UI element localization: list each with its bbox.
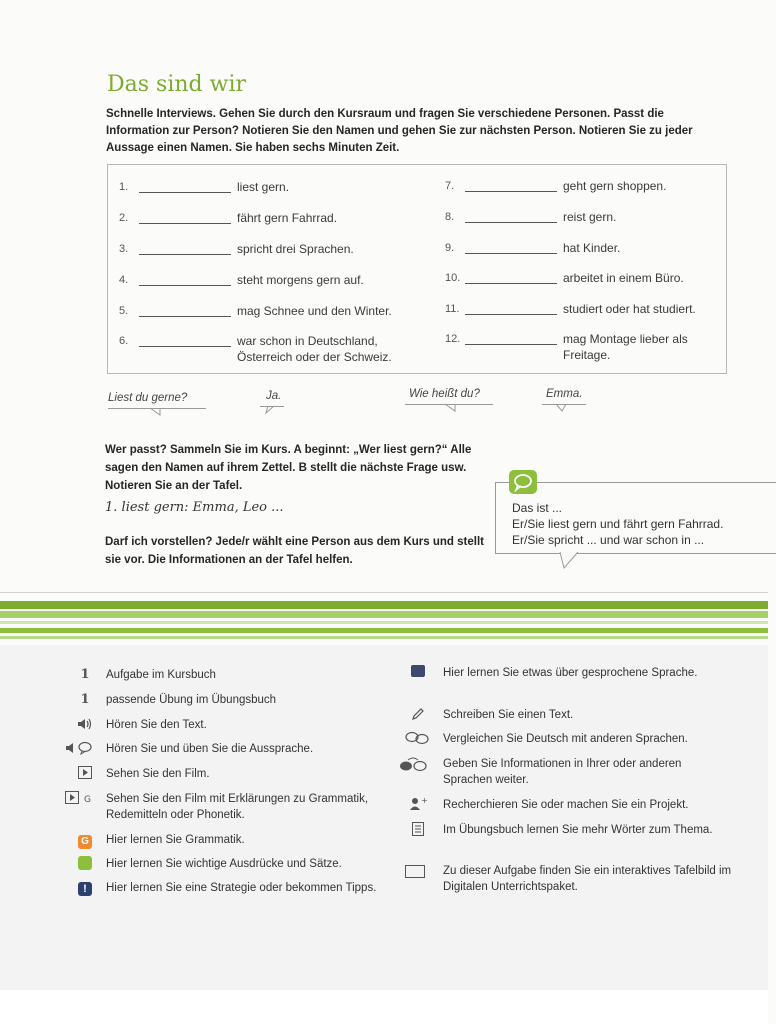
green-stripe	[0, 636, 768, 639]
legend-text: Sehen Sie den Film.	[106, 768, 210, 780]
legend-text: Hören Sie den Text.	[106, 719, 207, 731]
statement-text: fährt gern Fahrrad.	[237, 211, 338, 225]
statement-text: liest gern.	[237, 180, 290, 194]
speech-bubble	[409, 388, 480, 400]
statement-number: 8.	[445, 211, 455, 223]
expressions-icon	[74, 856, 96, 872]
grammar-icon: G	[74, 832, 96, 848]
play-g-icon	[64, 791, 94, 807]
statement-number: 2.	[119, 212, 129, 224]
name-blank[interactable]	[139, 223, 231, 224]
statement-text: geht gern shoppen.	[563, 179, 667, 193]
legend-text: Schreiben Sie einen Text.	[443, 709, 574, 721]
statement-number: 4.	[119, 274, 129, 286]
name-blank[interactable]	[139, 192, 231, 193]
statement-text: studiert oder hat studiert.	[563, 302, 696, 316]
speech-bubble-text: Ja.	[266, 390, 282, 402]
name-blank[interactable]	[465, 253, 557, 254]
statement-text: mag Montage lieber als Freitage.	[563, 332, 688, 362]
number-icon: 1	[80, 692, 90, 707]
name-blank[interactable]	[465, 191, 557, 192]
name-blank[interactable]	[465, 222, 557, 223]
statement-text: arbeitet in einem Büro.	[563, 271, 684, 285]
statement-number: 5.	[119, 305, 129, 317]
legend-text: Hier lernen Sie wichtige Ausdrücke und Sätze.	[106, 858, 342, 870]
statement-number: 7.	[445, 180, 455, 192]
legend-text: Hier lernen Sie etwas über gesprochene Sprache.	[443, 667, 698, 679]
speech-bubble-text: Emma.	[546, 388, 583, 400]
statement-number: 9.	[445, 242, 455, 254]
name-blank[interactable]	[139, 254, 231, 255]
green-stripe	[0, 628, 768, 633]
compare-icon	[403, 731, 431, 747]
vocabulary-icon	[407, 822, 429, 838]
task-collect: Wer passt? Sammeln Sie im Kurs. A beginnt: „Wer liest gern?“ Alle sagen den Namen auf ihrem Zettel. B stellt die nächste Frage usw. Notieren Sie an der Tafel.	[105, 444, 472, 492]
speaker-icon	[74, 717, 96, 733]
task-introduce: Darf ich vorstellen? Jede/r wählt eine Person aus dem Kurs und stellt sie vor. Die Informationen an der Tafel helfen.	[105, 536, 484, 566]
speech-bubble-text: Wie heißt du?	[409, 388, 480, 400]
green-stripe	[0, 611, 768, 618]
legend-text: Geben Sie Informationen in Ihrer oder anderen Sprachen weiter.	[443, 758, 682, 786]
legend-text: Hier lernen Sie Grammatik.	[106, 834, 245, 846]
phrase-line: Er/Sie liest gern und fährt gern Fahrrad.	[512, 517, 724, 531]
name-blank[interactable]	[465, 344, 557, 345]
bubble-tail-icon	[542, 404, 586, 412]
project-icon	[407, 797, 429, 813]
legend-text: Zu dieser Aufgabe finden Sie ein interaktives Tafelbild im Digitalen Unterrichtspaket.	[443, 865, 732, 893]
statement-number: 12.	[445, 333, 461, 345]
phrase-box-text	[512, 500, 723, 548]
statement-text: steht morgens gern auf.	[237, 273, 364, 287]
share-info-icon	[397, 756, 431, 772]
phrase-box-tail-icon	[560, 551, 580, 569]
board-icon	[404, 863, 426, 879]
number-icon: 1	[80, 667, 90, 682]
legend-text: Hier lernen Sie eine Strategie oder bekommen Tipps.	[106, 882, 377, 894]
name-blank[interactable]	[465, 314, 557, 315]
phrase-line: Das ist ...	[512, 501, 563, 515]
statement-text: hat Kinder.	[563, 241, 621, 255]
name-blank[interactable]	[465, 283, 557, 284]
green-stripe	[0, 621, 768, 624]
statement-number: 10.	[445, 272, 461, 284]
play-icon	[74, 766, 96, 782]
speech-bubble	[266, 390, 281, 402]
statement-text: spricht drei Sprachen.	[237, 242, 354, 256]
speech-bubble	[108, 392, 187, 404]
legend-text: Im Übungsbuch lernen Sie mehr Wörter zum Thema.	[443, 824, 713, 836]
legend-text: Sehen Sie den Film mit Erklärungen zu Grammatik, Redemitteln oder Phonetik.	[106, 793, 369, 821]
statement-text: war schon in Deutschland, Österreich oder der Schweiz.	[237, 334, 392, 364]
legend-text: Hören Sie und üben Sie die Aussprache.	[106, 743, 314, 755]
bubble-tail-icon	[260, 406, 284, 414]
tip-icon: !	[74, 880, 96, 896]
name-blank[interactable]	[139, 316, 231, 317]
statement-text: reist gern.	[563, 210, 617, 224]
page-bottom-margin	[0, 990, 768, 1024]
legend-text: Aufgabe im Kursbuch	[106, 669, 216, 681]
handwritten-example: 1. liest gern: Emma, Leo ...	[105, 500, 284, 515]
pencil-icon	[407, 707, 429, 723]
name-blank[interactable]	[139, 346, 231, 347]
svg-text:G: G	[84, 795, 91, 805]
legend-text: passende Übung im Übungsbuch	[106, 694, 277, 706]
bubble-tail-icon	[405, 404, 493, 412]
statement-number: 6.	[119, 335, 129, 347]
statement-number: 3.	[119, 243, 129, 255]
legend-text: Recherchieren Sie oder machen Sie ein Projekt.	[443, 799, 689, 811]
speaker-speech-icon	[64, 741, 94, 757]
intro-instructions: Schnelle Interviews. Gehen Sie durch den Kursraum und fragen Sie verschiedene Personen. Passt die Information zur Person? Notieren Sie den Namen und gehen Sie zur nächsten Person. Notieren Sie zu jeder Aussage einen Namen. Sie haben sechs Minuten Zeit.	[106, 108, 693, 154]
spoken-language-icon	[407, 665, 429, 681]
statement-number: 11.	[445, 303, 460, 315]
speech-bubble	[546, 388, 582, 400]
green-stripe	[0, 601, 768, 609]
phrase-line: Er/Sie spricht ... und war schon in ...	[512, 533, 705, 547]
expressions-icon	[509, 470, 537, 494]
page-title: Das sind wir	[107, 72, 246, 97]
bubble-tail-icon	[108, 408, 206, 416]
svg-text:+: +	[421, 796, 428, 805]
name-blank[interactable]	[139, 285, 231, 286]
divider-line	[0, 592, 768, 593]
statement-text: mag Schnee und den Winter.	[237, 304, 392, 318]
legend-text: Vergleichen Sie Deutsch mit anderen Sprachen.	[443, 733, 688, 745]
speech-bubble-text: Liest du gerne?	[108, 392, 188, 404]
statement-number: 1.	[119, 181, 129, 193]
statement-box	[107, 164, 727, 374]
